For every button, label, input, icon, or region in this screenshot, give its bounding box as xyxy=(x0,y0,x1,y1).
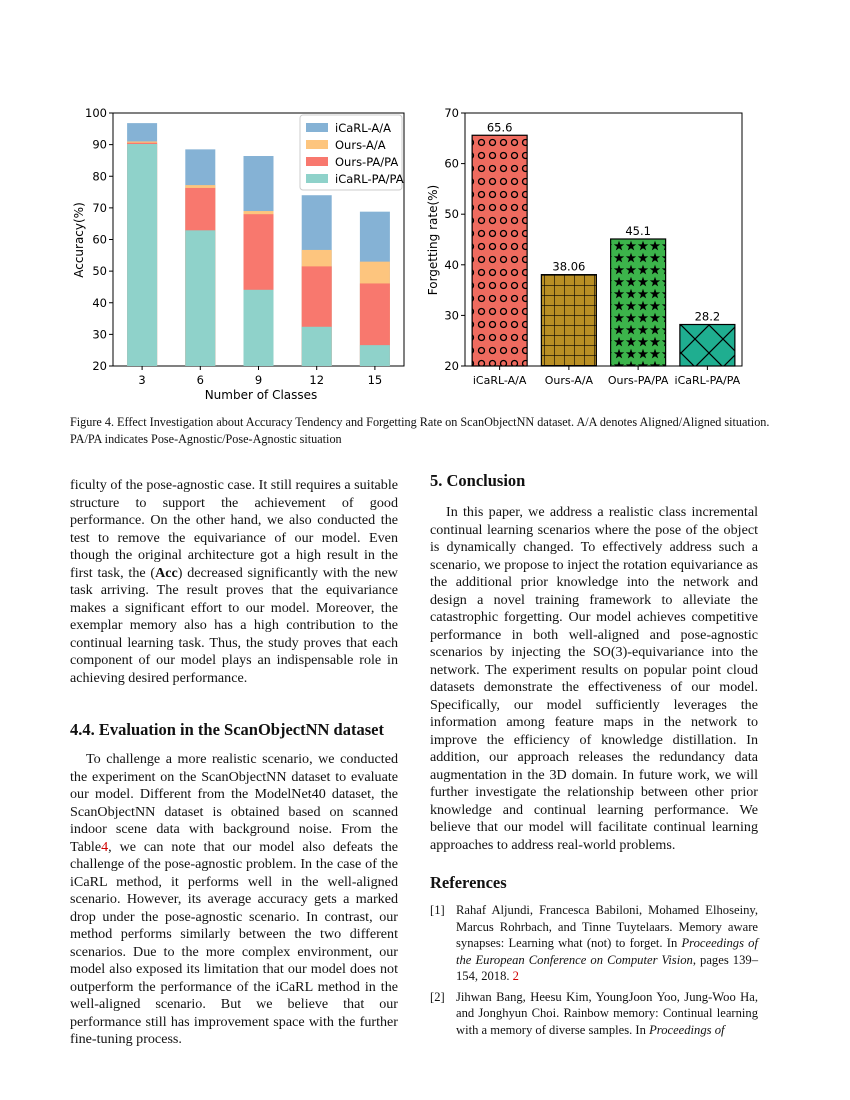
data-label: 45.1 xyxy=(625,223,651,238)
y-tick-label: 20 xyxy=(444,359,459,373)
forgetting-y-ticks xyxy=(444,106,465,373)
bar-icarl-pa-pa-3 xyxy=(127,144,157,366)
legend-label: iCaRL-A/A xyxy=(335,121,391,135)
paragraph-scanobjectnn xyxy=(70,751,398,1049)
accuracy-legend xyxy=(300,115,404,190)
bar-hatch-icarl-a-a xyxy=(472,135,527,366)
data-label: 28.2 xyxy=(694,309,721,324)
bar-hatch-ours-a-a xyxy=(541,275,596,366)
legend-swatch xyxy=(306,140,328,149)
paragraph-text: ficulty of the pose-agnostic case. It still requires a suitable structure to support the achievement of good performance. On the other hand, we also conducted the test to remove the equivariance of our model. Even though the original architecture got a high result in the first task, the ( xyxy=(70,477,398,581)
bar-icarl-pa-pa-15 xyxy=(360,345,390,366)
legend-label: Ours-A/A xyxy=(335,138,386,152)
reference-text: , pages 139–154, 2018. xyxy=(456,952,758,983)
bar-hatch-ours-pa-pa xyxy=(611,239,666,366)
x-tick-label: 9 xyxy=(254,373,263,387)
forgetting-bars xyxy=(472,120,735,366)
reference-number: [2] xyxy=(430,989,445,1004)
y-tick-label: 50 xyxy=(92,264,107,279)
legend-swatch xyxy=(306,123,328,132)
x-tick-label: 6 xyxy=(196,373,204,387)
legend-label: Ours-PA/PA xyxy=(335,155,399,169)
data-label: 65.6 xyxy=(486,120,513,135)
y-tick-label: 30 xyxy=(444,308,459,323)
legend-swatch xyxy=(306,174,328,183)
paragraph-text: To challenge a more realistic scenario, we conducted the experiment on the ScanObjectNN dataset to evaluate our model. Different from the ModelNet40 dataset, the ScanObjectNN dataset is obtained based on scanned indoor scene data with background noise. From the Table xyxy=(70,751,398,855)
bar-icarl-pa-pa-9 xyxy=(244,290,274,366)
legend-label: iCaRL-PA/PA xyxy=(335,172,404,186)
figure-caption: Figure 4. Effect Investigation about Accuracy Tendency and Forgetting Rate on ScanObjectNN dataset. A/A denotes Aligned/Aligned situation. PA/PA indicates Pose-Agnostic/Pose-Agnostic situation xyxy=(70,415,770,446)
reference-venue: Proceedings of xyxy=(649,1022,725,1037)
references-heading: References xyxy=(430,873,507,892)
paragraph-text: ) decreased significantly with the new task arriving. The result proves that the equivariance makes a significant effort to our model. Moreover, the exemplar memory also has a high contribution to the continual learning task. Thus, the study proves that each component of our model plays an indispensable role in achieving desired performance. xyxy=(70,564,398,686)
reference-item xyxy=(430,902,758,985)
right-column xyxy=(430,470,758,1042)
section-heading-4-4: 4.4. Evaluation in the ScanObjectNN dataset xyxy=(70,720,384,739)
paragraph-ablation xyxy=(70,477,398,687)
reference-venue: Proceedings of the European Conference on Computer Vision xyxy=(456,936,758,967)
figure-4 xyxy=(0,0,850,410)
y-tick-label: 60 xyxy=(444,156,459,171)
backref-link[interactable]: 2 xyxy=(512,969,519,983)
left-column xyxy=(70,477,398,1049)
y-tick-label: 100 xyxy=(85,106,107,120)
reference-text: Jihwan Bang, Heesu Kim, YoungJoon Yoo, Jung-Woo Ha, and Jonghyun Choi. Rainbow memory: Continual learning with a memory of diverse samples. In xyxy=(456,989,758,1037)
accuracy-y-ticks xyxy=(85,106,113,373)
x-tick-label: iCaRL-PA/PA xyxy=(674,374,741,387)
paragraph-conclusion: In this paper, we address a realistic class incremental continual learning scenarios where the pose of the object is dynamically changed. To effectively address such a scenario, we propose to inject the rotation equivariance as the additional prior knowledge into the network and design a novel training framework to alleviate the catastrophic forgetting. Our model achieves competitive performance in both well-aligned and pose-agnostic scenarios by injecting the SO(3)-equivariance into the network. The experiment results on popular point cloud datasets demonstrate the effectiveness of our model. Specifically, our model sufficiently leverages the information among feature maps in the network to improve the efficiency of knowledge distillation. In addition, our approach releases the redundancy data augmentation in the 3D domain. In future work, we will further investigate the relationship between other prior knowledge and continual learning performance. We believe that our model will facilitate continual learning approaches to address real-world problems. xyxy=(430,504,758,853)
y-tick-label: 60 xyxy=(92,232,107,247)
x-tick-label: iCaRL-A/A xyxy=(472,374,527,387)
table-reference-link[interactable]: 4 xyxy=(101,838,109,855)
bar-hatch-icarl-pa-pa xyxy=(680,325,735,366)
legend-swatch xyxy=(306,157,328,166)
y-tick-label: 20 xyxy=(92,359,107,373)
forgetting-x-ticks xyxy=(473,366,741,387)
accuracy-x-axis-label: Number of Classes xyxy=(204,388,318,402)
accuracy-x-ticks xyxy=(138,366,382,387)
x-tick-label: Ours-A/A xyxy=(544,374,594,387)
y-tick-label: 50 xyxy=(444,207,459,222)
x-tick-label: 15 xyxy=(367,373,383,387)
bar-icarl-pa-pa-6 xyxy=(185,230,215,366)
reference-item xyxy=(430,989,758,1039)
y-tick-label: 40 xyxy=(92,295,107,310)
y-tick-label: 70 xyxy=(92,200,107,215)
y-tick-label: 70 xyxy=(444,106,459,120)
y-tick-label: 30 xyxy=(92,327,107,342)
reference-text: Rahaf Aljundi, Francesca Babiloni, Mohamed Elhoseiny, Marcus Rohrbach, and Tinne Tuytelaars. Memory aware synapses: Learning what (not) to forget. In xyxy=(456,903,758,950)
x-tick-label: Ours-PA/PA xyxy=(607,374,669,387)
forgetting-chart xyxy=(426,106,742,387)
section-heading-conclusion: 5. Conclusion xyxy=(430,471,526,490)
data-label: 38.06 xyxy=(552,259,586,274)
x-tick-label: 3 xyxy=(138,373,146,387)
acc-metric: Acc xyxy=(155,564,178,581)
forgetting-y-axis-label: Forgetting rate(%) xyxy=(426,184,440,296)
y-tick-label: 80 xyxy=(92,169,107,184)
reference-number: [1] xyxy=(430,903,445,917)
y-tick-label: 40 xyxy=(444,257,459,272)
accuracy-y-axis-label: Accuracy(%) xyxy=(72,202,86,278)
x-tick-label: 12 xyxy=(309,373,325,387)
y-tick-label: 90 xyxy=(92,137,107,152)
bar-icarl-pa-pa-12 xyxy=(302,327,332,366)
paragraph-text: , we can note that our model also defeats the challenge of the pose-agnostic problem. In the case of the iCaRL method, it performs well in the well-aligned scenario. However, its average accuracy gets a marked drop under the pose-agnostic scenario. In contrast, our method performs similarly between the two different scenarios. Due to the more complex environment, our model also exposed its limitation that our model does not outperform the performance of the iCaRL method in the well-aligned scenario. But we believe that our performance still has improvement space with the further fine-tuning process. xyxy=(70,838,398,1047)
accuracy-chart xyxy=(72,106,404,402)
